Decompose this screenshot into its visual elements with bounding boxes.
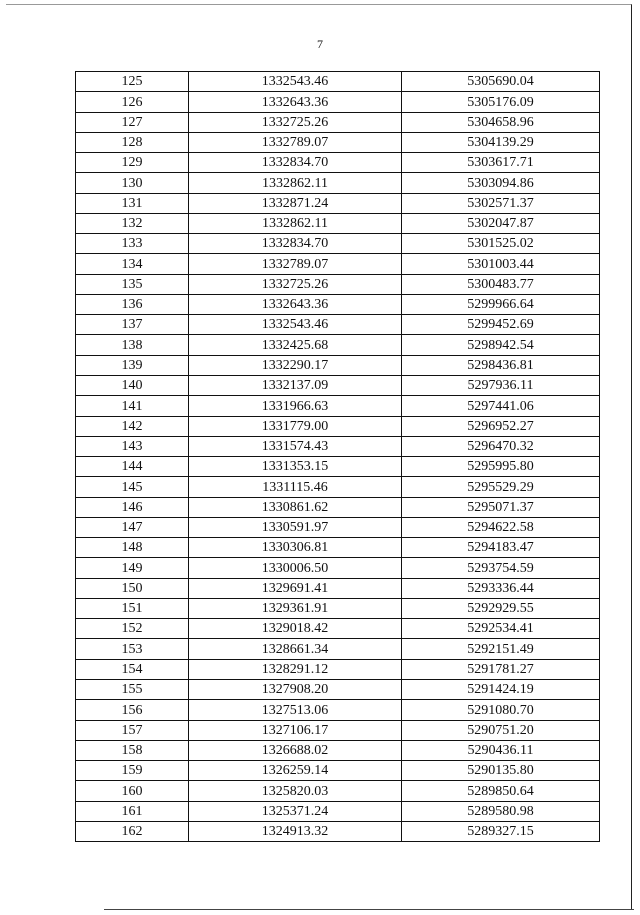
x-coordinate-cell: 1331779.00: [189, 416, 402, 436]
x-coordinate-cell: 1332425.68: [189, 335, 402, 355]
point-number-cell: 135: [76, 274, 189, 294]
y-coordinate-cell: 5296952.27: [402, 416, 600, 436]
x-coordinate-cell: 1325371.24: [189, 801, 402, 821]
point-number-cell: 130: [76, 173, 189, 193]
table-row: [76, 740, 600, 760]
point-number-cell: 128: [76, 132, 189, 152]
table-row: [76, 700, 600, 720]
point-number-cell: 125: [76, 72, 189, 92]
table-row: [76, 781, 600, 801]
point-number-cell: 156: [76, 700, 189, 720]
table-row: [76, 132, 600, 152]
x-coordinate-cell: 1332834.70: [189, 234, 402, 254]
y-coordinate-cell: 5294183.47: [402, 538, 600, 558]
y-coordinate-cell: 5289580.98: [402, 801, 600, 821]
point-number-cell: 155: [76, 679, 189, 699]
table-row: [76, 355, 600, 375]
table-row: [76, 436, 600, 456]
point-number-cell: 162: [76, 821, 189, 841]
x-coordinate-cell: 1325820.03: [189, 781, 402, 801]
table-row: [76, 254, 600, 274]
x-coordinate-cell: 1330306.81: [189, 538, 402, 558]
x-coordinate-cell: 1327513.06: [189, 700, 402, 720]
x-coordinate-cell: 1331115.46: [189, 477, 402, 497]
x-coordinate-cell: 1330861.62: [189, 497, 402, 517]
table-row: [76, 457, 600, 477]
y-coordinate-cell: 5305690.04: [402, 72, 600, 92]
x-coordinate-cell: 1324913.32: [189, 821, 402, 841]
table-row: [76, 274, 600, 294]
y-coordinate-cell: 5289327.15: [402, 821, 600, 841]
point-number-cell: 157: [76, 720, 189, 740]
point-number-cell: 149: [76, 558, 189, 578]
x-coordinate-cell: 1332834.70: [189, 153, 402, 173]
table-row: [76, 294, 600, 314]
table-row: [76, 72, 600, 92]
table-row: [76, 416, 600, 436]
table-row: [76, 720, 600, 740]
x-coordinate-cell: 1332862.11: [189, 173, 402, 193]
point-number-cell: 134: [76, 254, 189, 274]
y-coordinate-cell: 5300483.77: [402, 274, 600, 294]
y-coordinate-cell: 5302047.87: [402, 213, 600, 233]
table-row: [76, 477, 600, 497]
table-row: [76, 193, 600, 213]
y-coordinate-cell: 5295529.29: [402, 477, 600, 497]
x-coordinate-cell: 1328291.12: [189, 659, 402, 679]
x-coordinate-cell: 1327106.17: [189, 720, 402, 740]
x-coordinate-cell: 1332543.46: [189, 72, 402, 92]
y-coordinate-cell: 5290436.11: [402, 740, 600, 760]
y-coordinate-cell: 5291080.70: [402, 700, 600, 720]
x-coordinate-cell: 1331966.63: [189, 396, 402, 416]
table-row: [76, 538, 600, 558]
y-coordinate-cell: 5301525.02: [402, 234, 600, 254]
table-row: [76, 375, 600, 395]
x-coordinate-cell: 1332789.07: [189, 132, 402, 152]
point-number-cell: 140: [76, 375, 189, 395]
table-row: [76, 173, 600, 193]
table-row: [76, 558, 600, 578]
x-coordinate-cell: 1332543.46: [189, 315, 402, 335]
point-number-cell: 147: [76, 517, 189, 537]
coordinates-table: [75, 71, 600, 842]
point-number-cell: 158: [76, 740, 189, 760]
table-row: [76, 335, 600, 355]
point-number-cell: 148: [76, 538, 189, 558]
x-coordinate-cell: 1327908.20: [189, 679, 402, 699]
y-coordinate-cell: 5291781.27: [402, 659, 600, 679]
point-number-cell: 160: [76, 781, 189, 801]
x-coordinate-cell: 1326259.14: [189, 761, 402, 781]
table-row: [76, 213, 600, 233]
y-coordinate-cell: 5304658.96: [402, 112, 600, 132]
table-row: [76, 396, 600, 416]
table-row: [76, 497, 600, 517]
point-number-cell: 132: [76, 213, 189, 233]
y-coordinate-cell: 5292151.49: [402, 639, 600, 659]
point-number-cell: 129: [76, 153, 189, 173]
table-row: [76, 517, 600, 537]
table-row: [76, 619, 600, 639]
x-coordinate-cell: 1332725.26: [189, 112, 402, 132]
coordinates-table-body: [76, 72, 600, 842]
y-coordinate-cell: 5295995.80: [402, 457, 600, 477]
y-coordinate-cell: 5289850.64: [402, 781, 600, 801]
table-row: [76, 821, 600, 841]
point-number-cell: 133: [76, 234, 189, 254]
table-row: [76, 92, 600, 112]
table-row: [76, 761, 600, 781]
y-coordinate-cell: 5294622.58: [402, 517, 600, 537]
table-row: [76, 153, 600, 173]
point-number-cell: 150: [76, 578, 189, 598]
point-number-cell: 152: [76, 619, 189, 639]
x-coordinate-cell: 1329018.42: [189, 619, 402, 639]
y-coordinate-cell: 5302571.37: [402, 193, 600, 213]
point-number-cell: 154: [76, 659, 189, 679]
point-number-cell: 142: [76, 416, 189, 436]
y-coordinate-cell: 5303617.71: [402, 153, 600, 173]
table-row: [76, 598, 600, 618]
y-coordinate-cell: 5292929.55: [402, 598, 600, 618]
point-number-cell: 136: [76, 294, 189, 314]
x-coordinate-cell: 1332871.24: [189, 193, 402, 213]
x-coordinate-cell: 1332643.36: [189, 92, 402, 112]
table-row: [76, 315, 600, 335]
y-coordinate-cell: 5299452.69: [402, 315, 600, 335]
x-coordinate-cell: 1329691.41: [189, 578, 402, 598]
y-coordinate-cell: 5290751.20: [402, 720, 600, 740]
table-row: [76, 578, 600, 598]
x-coordinate-cell: 1328661.34: [189, 639, 402, 659]
point-number-cell: 141: [76, 396, 189, 416]
y-coordinate-cell: 5293336.44: [402, 578, 600, 598]
table-row: [76, 234, 600, 254]
table-row: [76, 659, 600, 679]
y-coordinate-cell: 5299966.64: [402, 294, 600, 314]
page-number: 7: [317, 37, 323, 51]
table-row: [76, 112, 600, 132]
y-coordinate-cell: 5293754.59: [402, 558, 600, 578]
y-coordinate-cell: 5290135.80: [402, 761, 600, 781]
y-coordinate-cell: 5305176.09: [402, 92, 600, 112]
y-coordinate-cell: 5301003.44: [402, 254, 600, 274]
point-number-cell: 126: [76, 92, 189, 112]
point-number-cell: 143: [76, 436, 189, 456]
point-number-cell: 145: [76, 477, 189, 497]
point-number-cell: 139: [76, 355, 189, 375]
point-number-cell: 127: [76, 112, 189, 132]
x-coordinate-cell: 1329361.91: [189, 598, 402, 618]
table-row: [76, 639, 600, 659]
point-number-cell: 146: [76, 497, 189, 517]
x-coordinate-cell: 1330591.97: [189, 517, 402, 537]
x-coordinate-cell: 1332862.11: [189, 213, 402, 233]
y-coordinate-cell: 5296470.32: [402, 436, 600, 456]
x-coordinate-cell: 1332290.17: [189, 355, 402, 375]
point-number-cell: 161: [76, 801, 189, 821]
point-number-cell: 144: [76, 457, 189, 477]
y-coordinate-cell: 5295071.37: [402, 497, 600, 517]
point-number-cell: 137: [76, 315, 189, 335]
x-coordinate-cell: 1332789.07: [189, 254, 402, 274]
x-coordinate-cell: 1330006.50: [189, 558, 402, 578]
x-coordinate-cell: 1331574.43: [189, 436, 402, 456]
point-number-cell: 138: [76, 335, 189, 355]
y-coordinate-cell: 5298942.54: [402, 335, 600, 355]
y-coordinate-cell: 5291424.19: [402, 679, 600, 699]
y-coordinate-cell: 5297441.06: [402, 396, 600, 416]
table-row: [76, 679, 600, 699]
table-row: [76, 801, 600, 821]
y-coordinate-cell: 5292534.41: [402, 619, 600, 639]
y-coordinate-cell: 5298436.81: [402, 355, 600, 375]
x-coordinate-cell: 1332643.36: [189, 294, 402, 314]
bottom-rule: [104, 909, 634, 910]
point-number-cell: 131: [76, 193, 189, 213]
point-number-cell: 151: [76, 598, 189, 618]
x-coordinate-cell: 1326688.02: [189, 740, 402, 760]
y-coordinate-cell: 5304139.29: [402, 132, 600, 152]
x-coordinate-cell: 1332137.09: [189, 375, 402, 395]
x-coordinate-cell: 1332725.26: [189, 274, 402, 294]
point-number-cell: 153: [76, 639, 189, 659]
y-coordinate-cell: 5303094.86: [402, 173, 600, 193]
point-number-cell: 159: [76, 761, 189, 781]
x-coordinate-cell: 1331353.15: [189, 457, 402, 477]
y-coordinate-cell: 5297936.11: [402, 375, 600, 395]
